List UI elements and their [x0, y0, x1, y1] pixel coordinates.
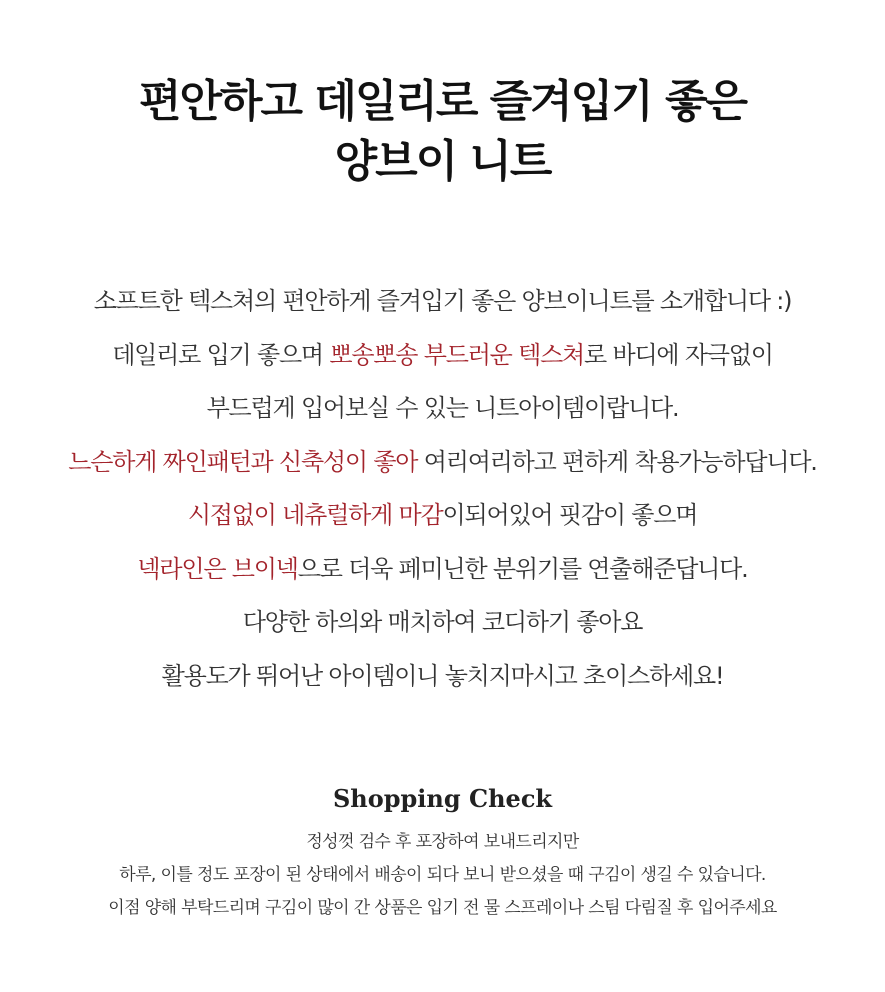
- description-line: [0, 332, 885, 386]
- shopping-check-note: 하루, 이틀 정도 포장이 된 상태에서 배송이 되다 보니 받으셨을 때 구김이 생길 수 있습니다.: [119, 865, 766, 885]
- description-text: 으로 더욱 페미닌한 분위기를 연출해준답니다.: [297, 554, 748, 583]
- headline: [0, 72, 885, 192]
- description-text: 다양한 하의와 매치하여 코디하기 좋아요: [242, 608, 643, 636]
- description-text: 데일리로 입기 좋으며: [112, 340, 330, 369]
- product-description: [0, 278, 885, 706]
- description-line: [0, 439, 885, 493]
- description-text: 소프트한 텍스쳐의 편안하게 즐겨입기 좋은 양브이니트를 소개합니다 :): [93, 287, 792, 315]
- description-line: [0, 599, 885, 653]
- shopping-check-title: Shopping Check: [332, 784, 553, 813]
- description-text: 활용도가 뛰어난 아이템이니 놓치지마시고 초이스하세요!: [161, 661, 724, 690]
- description-line: [0, 278, 885, 332]
- shopping-check-note: 이점 양해 부탁드리며 구김이 많이 간 상품은 입기 전 물 스프레이나 스팀 다림질 후 입어주세요: [108, 898, 777, 918]
- description-line: [0, 653, 885, 707]
- headline-line-2: 양브이 니트: [334, 136, 551, 187]
- highlighted-text: 시접없이 네츄럴하게 마감: [187, 501, 443, 529]
- headline-line-1: 편안하고 데일리로 즐겨입기 좋은: [138, 76, 746, 127]
- description-text: 로 바디에 자극없이: [584, 340, 773, 369]
- description-text: 부드럽게 입어보실 수 있는 니트아이템이랍니다.: [206, 394, 679, 422]
- shopping-check-note: 정성껏 검수 후 포장하여 보내드리지만: [306, 832, 579, 852]
- shopping-check-notes: [0, 826, 885, 925]
- description-text: 여리여리하고 편하게 착용가능하답니다.: [417, 447, 817, 476]
- description-line: [0, 385, 885, 439]
- highlighted-text: 느슨하게 짜인패턴과 신축성이 좋아: [68, 447, 418, 476]
- description-line: [0, 546, 885, 600]
- highlighted-text: 넥라인은 브이넥: [137, 554, 298, 583]
- description-line: [0, 492, 885, 546]
- highlighted-text: 뽀송뽀송 부드러운 텍스쳐: [329, 340, 585, 369]
- description-text: 이되어있어 핏감이 좋으며: [442, 501, 698, 529]
